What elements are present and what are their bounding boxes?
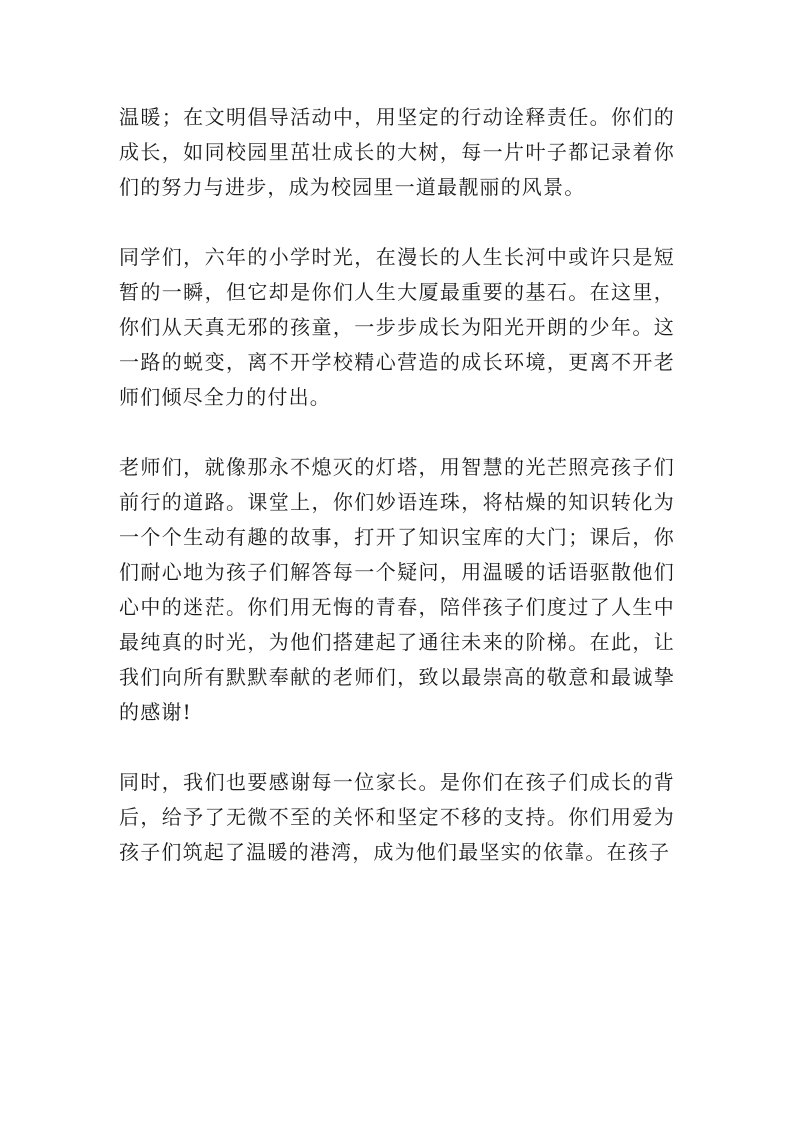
paragraph-1: 温暖；在文明倡导活动中，用坚定的行动诠释责任。你们的成长，如同校园里茁壮成长的大树，每一片叶子都记录着你们的努力与进步，成为校园里一道最靓丽的风景。 bbox=[119, 105, 675, 199]
document-body bbox=[119, 100, 675, 905]
paragraph-4: 同时，我们也要感谢每一位家长。是你们在孩子们成长的背后，给予了无微不至的关怀和坚定不移的支持。你们用爱为孩子们筑起了温暖的港湾，成为他们最坚实的依靠。在孩子 bbox=[119, 770, 675, 864]
paragraph-2: 同学们，六年的小学时光，在漫长的人生长河中或许只是短暂的一瞬，但它却是你们人生大厦最重要的基石。在这里，你们从天真无邪的孩童，一步步成长为阳光开朗的少年。这一路的蜕变，离不开学校精心营造的成长环境，更离不开老师们倾尽全力的付出。 bbox=[119, 245, 675, 409]
paragraph-3: 老师们，就像那永不熄灭的灯塔，用智慧的光芒照亮孩子们前行的道路。课堂上，你们妙语连珠，将枯燥的知识转化为一个个生动有趣的故事，打开了知识宝库的大门；课后，你们耐心地为孩子们解答每一个疑问，用温暖的话语驱散他们心中的迷茫。你们用无悔的青春，陪伴孩子们度过了人生中最纯真的时光，为他们搭建起了通往未来的阶梯。在此，让我们向所有默默奉献的老师们，致以最崇高的敬意和最诚挚的感谢! bbox=[119, 455, 675, 724]
